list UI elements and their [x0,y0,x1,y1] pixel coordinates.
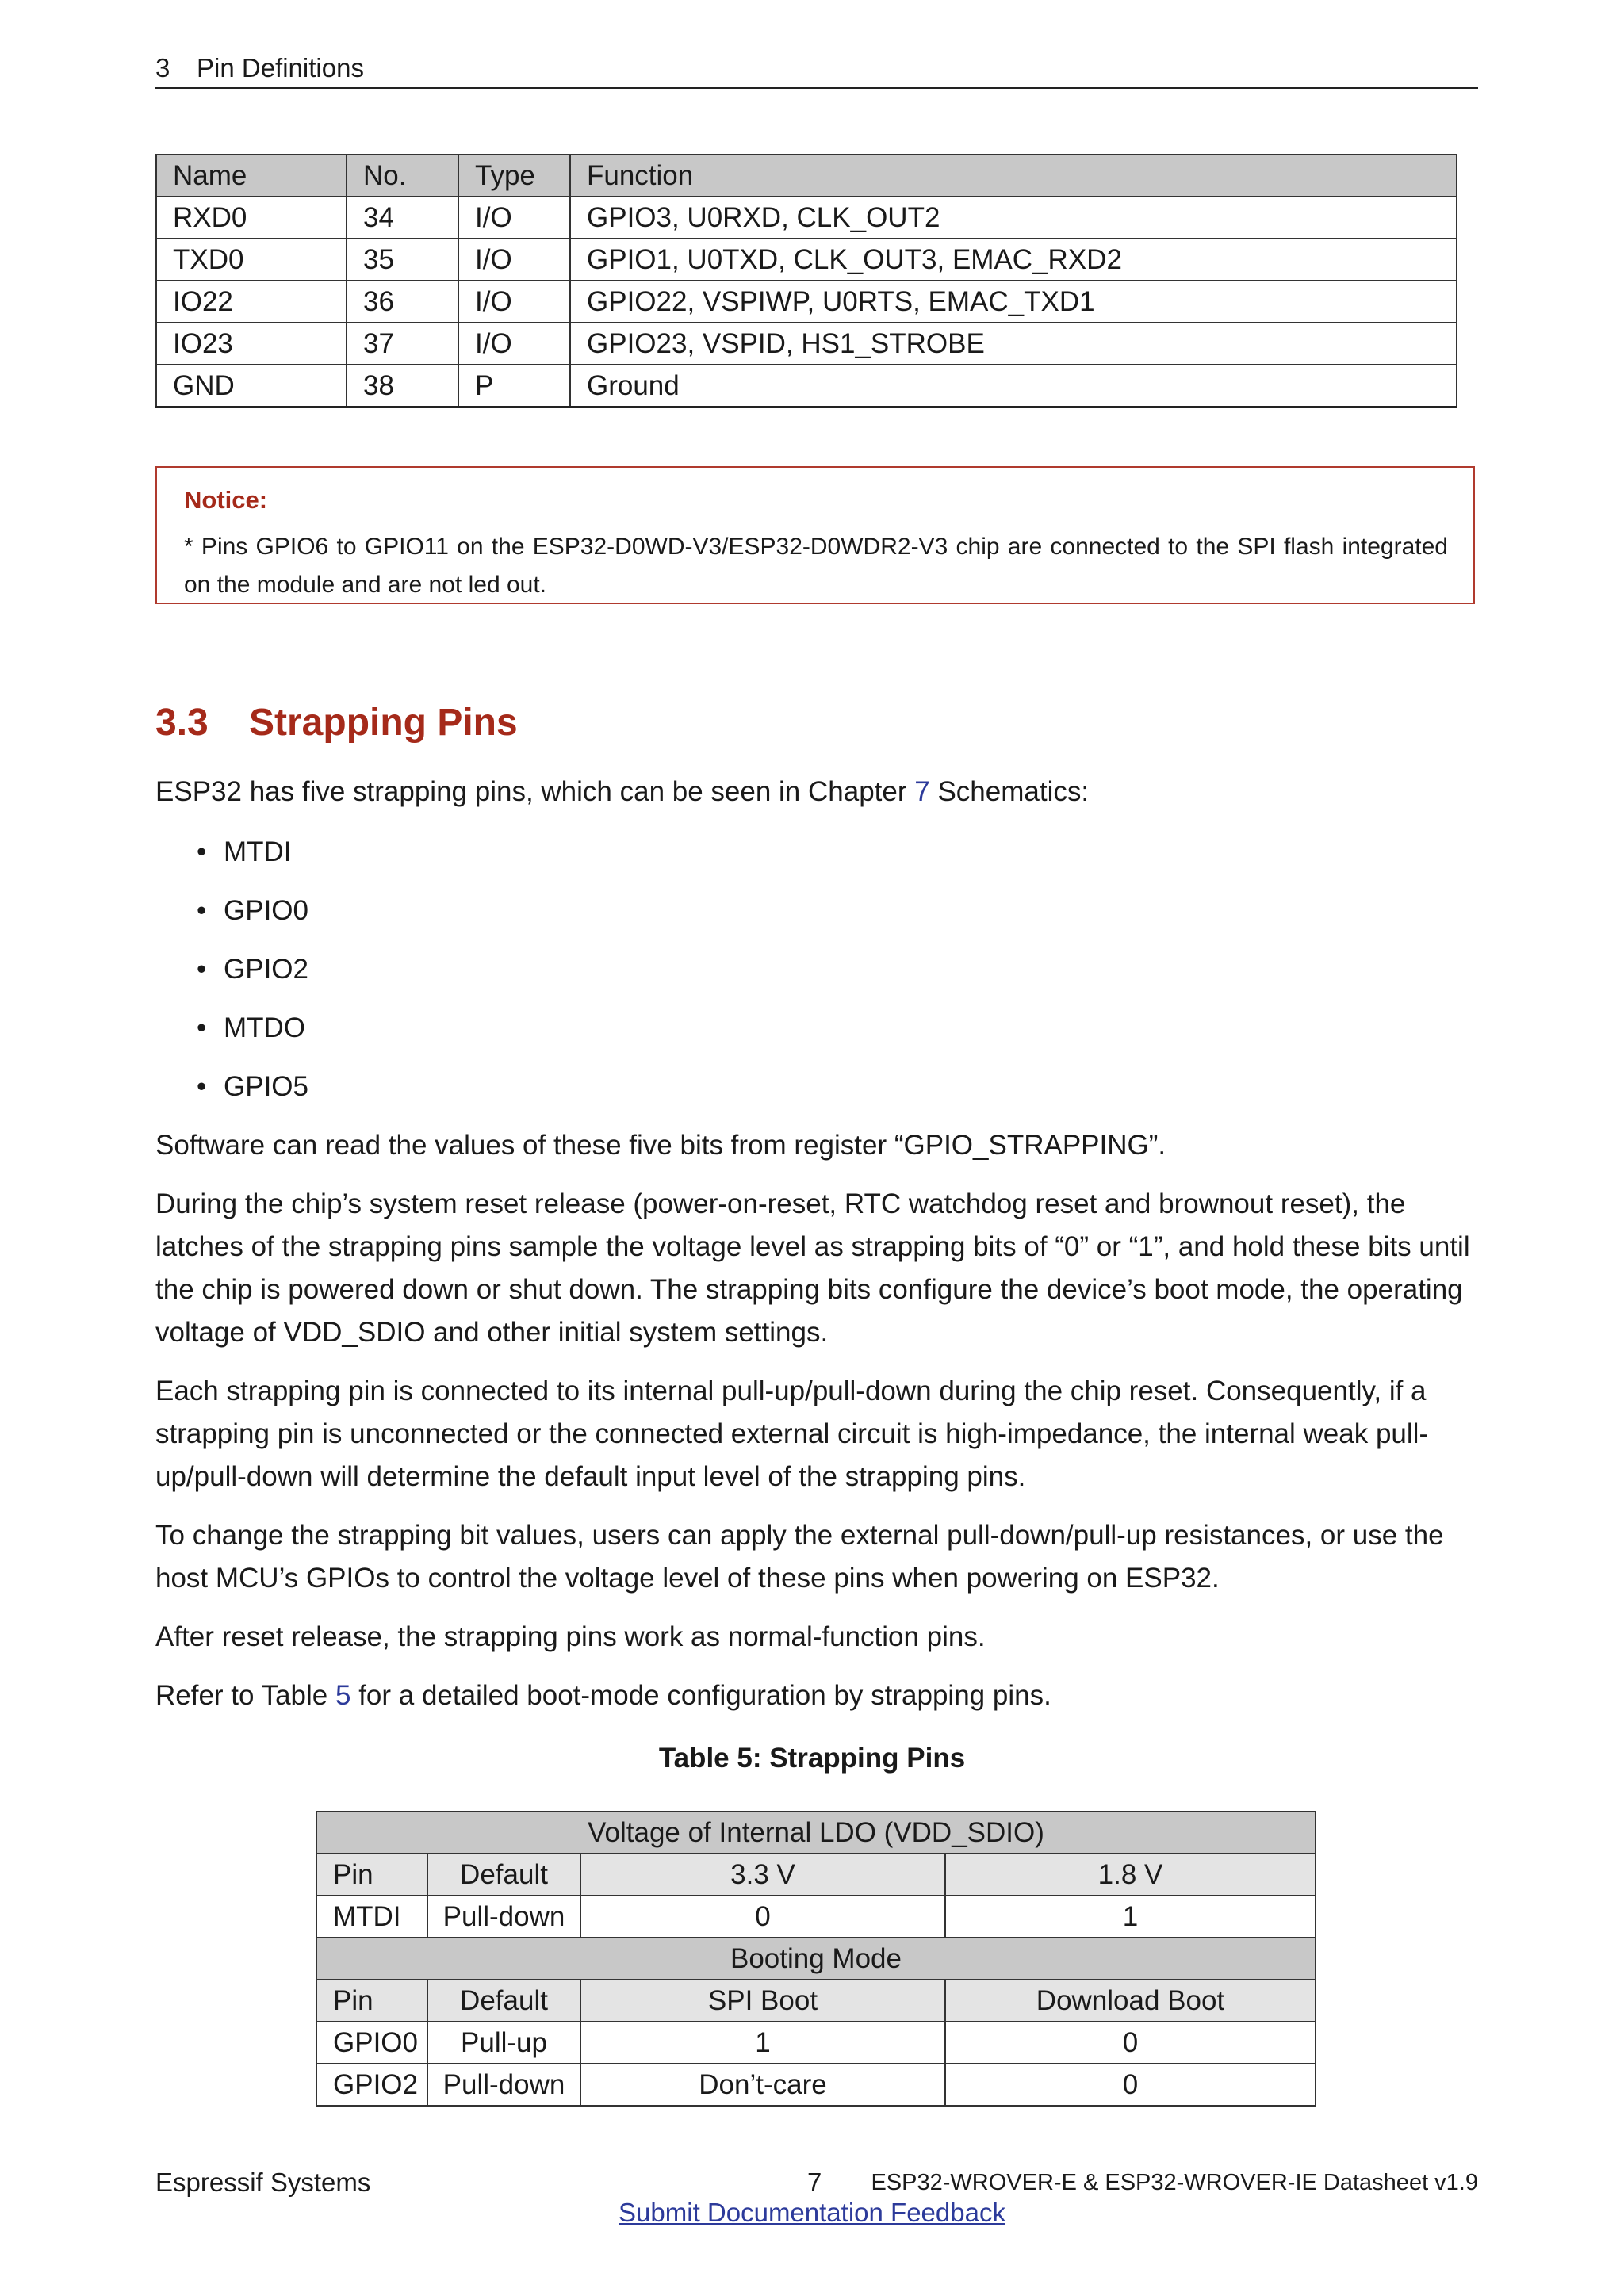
footer-company: Espressif Systems [155,2168,371,2197]
table-cell: Don’t-care [580,2064,945,2106]
list-item-label: MTDI [224,836,292,867]
column-header: SPI Boot [580,1980,945,2022]
bullet-icon: • [197,836,207,867]
table-row [316,2064,1316,2106]
bullet-icon: • [197,895,207,926]
table-header-row [156,155,1457,197]
column-header: Function [570,155,1457,197]
paragraph-software: Software can read the values of these five bits from register “GPIO_STRAPPING”. [155,1130,1166,1161]
table-row [156,239,1457,281]
table-cell: RXD0 [156,197,347,239]
refer-text-end: for a detailed boot-mode configuration by strapping pins. [350,1680,1051,1711]
pin-definitions-table [155,154,1457,408]
table-cell: P [458,365,570,408]
bullet-icon: • [197,1012,207,1043]
group-title: Voltage of Internal LDO (VDD_SDIO) [316,1812,1316,1854]
section-heading [155,701,518,744]
table-cell: 37 [347,323,458,365]
table-row [316,1896,1316,1938]
footer-doc-title: ESP32-WROVER-E & ESP32-WROVER-IE Datasheet v1.9 [871,2170,1478,2195]
table-cell: GPIO1, U0TXD, CLK_OUT3, EMAC_RXD2 [570,239,1457,281]
strapping-pin-list [197,832,308,1126]
group-header-row [316,1938,1316,1980]
list-item [197,891,308,950]
list-item-label: MTDO [224,1012,306,1043]
table-header-row [316,1980,1316,2022]
table-cell: 0 [945,2022,1316,2064]
table-cell: IO23 [156,323,347,365]
paragraph-change: To change the strapping bit values, users can apply the external pull-down/pull-up resistances, or use the host MCU’s GPIOs to control the voltage level of these pins when powering on ESP32. [155,1520,1444,1594]
column-header: Pin [316,1854,427,1896]
intro-text: ESP32 has five strapping pins, which can be seen in Chapter [155,776,915,807]
group-header-row [316,1812,1316,1854]
column-header: 3.3 V [580,1854,945,1896]
list-item [197,1008,308,1067]
table-row [156,197,1457,239]
chapter-link[interactable]: 7 [914,776,930,807]
table-caption: Table 5: Strapping Pins [658,1743,966,1774]
footer-page-number: 7 [807,2168,822,2197]
notice-text: * Pins GPIO6 to GPIO11 on the ESP32-D0WD-V3/ESP32-D0WDR2-V3 chip are connected to the SPI flash integrated on the module and are not led out. [184,534,1448,598]
table-cell: 0 [580,1896,945,1938]
table-cell: 0 [945,2064,1316,2106]
table-cell: GPIO22, VSPIWP, U0RTS, EMAC_TXD1 [570,281,1457,323]
bullet-icon: • [197,954,207,985]
table-cell: 38 [347,365,458,408]
table-cell: Pull-up [427,2022,580,2064]
table-row [316,2022,1316,2064]
table-cell: I/O [458,197,570,239]
table-cell: Ground [570,365,1457,408]
paragraph-refer [155,1674,1481,1717]
paragraph-reset: During the chip’s system reset release (power-on-reset, RTC watchdog reset and brownout reset), the latches of the strapping pins sample the voltage level as strapping bits of “0” or “1”, and hold these bits until the chip is powered down or shut down. The strapping bits configure the device’s boot mode, the operating voltage of VDD_SDIO and other initial system settings. [155,1188,1470,1348]
table-cell: IO22 [156,281,347,323]
chapter-number: 3 [155,53,170,82]
table-row [156,281,1457,323]
table-cell: I/O [458,323,570,365]
group-title: Booting Mode [316,1938,1316,1980]
paragraph-pullup: Each strapping pin is connected to its internal pull-up/pull-down during the chip reset. Consequently, if a strapping pin is unconnected or the connected external circuit is high-impedance, the internal weak pull-up/pull-down will determine the default input level of the strapping pins. [155,1376,1429,1492]
column-header: Default [427,1854,580,1896]
table-cell: I/O [458,281,570,323]
column-header: 1.8 V [945,1854,1316,1896]
section-number: 3.3 [155,702,209,744]
column-header: Default [427,1980,580,2022]
list-item [197,1067,308,1126]
refer-text: Refer to Table [155,1680,335,1711]
list-item-label: GPIO0 [224,895,308,926]
notice-title: Notice: [184,486,268,514]
table-header-row [316,1854,1316,1896]
list-item [197,832,308,891]
table-cell: GPIO23, VSPID, HS1_STROBE [570,323,1457,365]
table-row [156,365,1457,408]
table-cell: 1 [945,1896,1316,1938]
intro-text-end: Schematics: [929,776,1090,807]
table-cell: 36 [347,281,458,323]
column-header: No. [347,155,458,197]
table-cell: 1 [580,2022,945,2064]
table-cell: GPIO3, U0RXD, CLK_OUT2 [570,197,1457,239]
list-item-label: GPIO5 [224,1071,308,1102]
table-cell: MTDI [316,1896,427,1938]
bullet-icon: • [197,1071,207,1102]
strapping-pins-table [316,1811,1316,2107]
table-cell: Pull-down [427,2064,580,2106]
table-cell: Pull-down [427,1896,580,1938]
paragraph-after-reset: After reset release, the strapping pins work as normal-function pins. [155,1621,986,1652]
table-cell: 34 [347,197,458,239]
feedback-link[interactable]: Submit Documentation Feedback [619,2198,1005,2227]
table-row [156,323,1457,365]
list-item [197,950,308,1008]
column-header: Name [156,155,347,197]
column-header: Type [458,155,570,197]
table-cell: 35 [347,239,458,281]
list-item-label: GPIO2 [224,954,308,985]
table-cell: GND [156,365,347,408]
column-header: Download Boot [945,1980,1316,2022]
column-header: Pin [316,1980,427,2022]
table-cell: GPIO2 [316,2064,427,2106]
section-title: Strapping Pins [249,702,518,744]
intro-paragraph [155,771,1481,813]
table-cell: TXD0 [156,239,347,281]
notice-box [155,466,1475,604]
chapter-title: Pin Definitions [197,53,364,82]
page-header [155,49,1478,89]
table-link[interactable]: 5 [335,1680,351,1711]
table-cell: I/O [458,239,570,281]
table-cell: GPIO0 [316,2022,427,2064]
